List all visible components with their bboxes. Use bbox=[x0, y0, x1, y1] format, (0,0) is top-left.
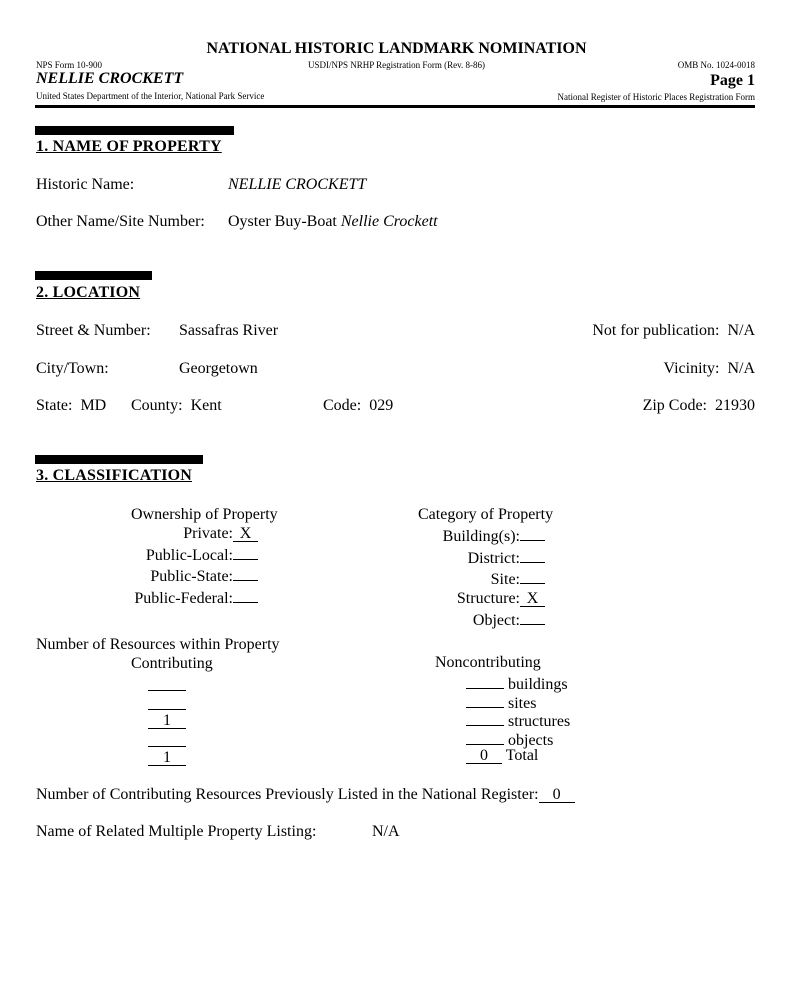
category-building: Building(s): bbox=[400, 525, 545, 547]
property-name-header: NELLIE CROCKETT bbox=[36, 70, 184, 87]
noncontributing-objects: objects bbox=[466, 729, 553, 750]
category-site: Site: bbox=[400, 568, 545, 590]
not-for-publication: Not for publication: N/A bbox=[592, 322, 755, 339]
related-listing-label: Name of Related Multiple Property Listing: bbox=[36, 823, 317, 840]
category-title: Category of Property bbox=[418, 506, 554, 523]
section-heading-classification: 3. CLASSIFICATION bbox=[36, 467, 193, 484]
noncontributing-label: Noncontributing bbox=[435, 654, 541, 671]
department: United States Department of the Interior, National Park Service bbox=[36, 91, 265, 101]
contributing-total: 1 bbox=[148, 749, 186, 767]
section-bar-3 bbox=[35, 455, 203, 464]
other-name-value: Oyster Buy-Boat Nellie Crockett bbox=[228, 213, 438, 230]
register-form: National Register of Historic Places Registration Form bbox=[557, 92, 755, 102]
noncontributing-structures: structures bbox=[466, 710, 570, 731]
city-label: City/Town: bbox=[36, 360, 109, 377]
ownership-title: Ownership of Property bbox=[131, 506, 278, 523]
category-structure: Structure: X bbox=[400, 590, 545, 609]
ownership-public-federal: Public-Federal: bbox=[100, 587, 258, 609]
form-title: NATIONAL HISTORIC LANDMARK NOMINATION bbox=[206, 40, 587, 57]
previously-listed: Number of Contributing Resources Previously Listed in the National Register: 0 bbox=[36, 786, 575, 804]
section-heading-name: 1. NAME OF PROPERTY bbox=[36, 138, 222, 155]
noncontributing-total: 0 Total bbox=[466, 747, 538, 765]
vicinity: Vicinity: N/A bbox=[663, 360, 755, 377]
historic-name-value: NELLIE CROCKETT bbox=[228, 176, 367, 193]
omb-number: OMB No. 1024-0018 bbox=[677, 60, 755, 70]
ownership-public-state: Public-State: bbox=[100, 565, 258, 587]
contributing-structures: 1 bbox=[148, 712, 186, 730]
category-object: Object: bbox=[400, 609, 545, 631]
contributing-label: Contributing bbox=[131, 655, 213, 672]
section-bar-2 bbox=[35, 271, 152, 280]
ownership-private: Private: X bbox=[100, 525, 258, 544]
resources-title: Number of Resources within Property bbox=[36, 636, 280, 653]
zip-code: Zip Code: 21930 bbox=[642, 397, 755, 414]
historic-name-label: Historic Name: bbox=[36, 176, 135, 193]
contributing-buildings bbox=[148, 675, 186, 696]
header-rule bbox=[35, 105, 755, 108]
form-number: NPS Form 10-900 bbox=[36, 60, 103, 70]
form-name: USDI/NPS NRHP Registration Form (Rev. 8-86) bbox=[307, 60, 486, 70]
ownership-list bbox=[100, 525, 258, 609]
category-list bbox=[400, 525, 545, 631]
related-listing-value: N/A bbox=[372, 823, 400, 840]
noncontributing-sites: sites bbox=[466, 692, 536, 713]
street-label: Street & Number: bbox=[36, 322, 151, 339]
other-name-label: Other Name/Site Number: bbox=[36, 213, 205, 230]
code: Code: 029 bbox=[323, 397, 394, 414]
street-value: Sassafras River bbox=[179, 322, 279, 339]
category-district: District: bbox=[400, 547, 545, 569]
page-number: Page 1 bbox=[710, 72, 755, 89]
ownership-public-local: Public-Local: bbox=[100, 544, 258, 566]
section-bar-1 bbox=[35, 126, 234, 135]
section-heading-location: 2. LOCATION bbox=[36, 284, 141, 301]
state: State: MD bbox=[36, 397, 107, 414]
noncontributing-buildings: buildings bbox=[466, 673, 568, 694]
county: County: Kent bbox=[131, 397, 222, 414]
city-value: Georgetown bbox=[179, 360, 258, 377]
